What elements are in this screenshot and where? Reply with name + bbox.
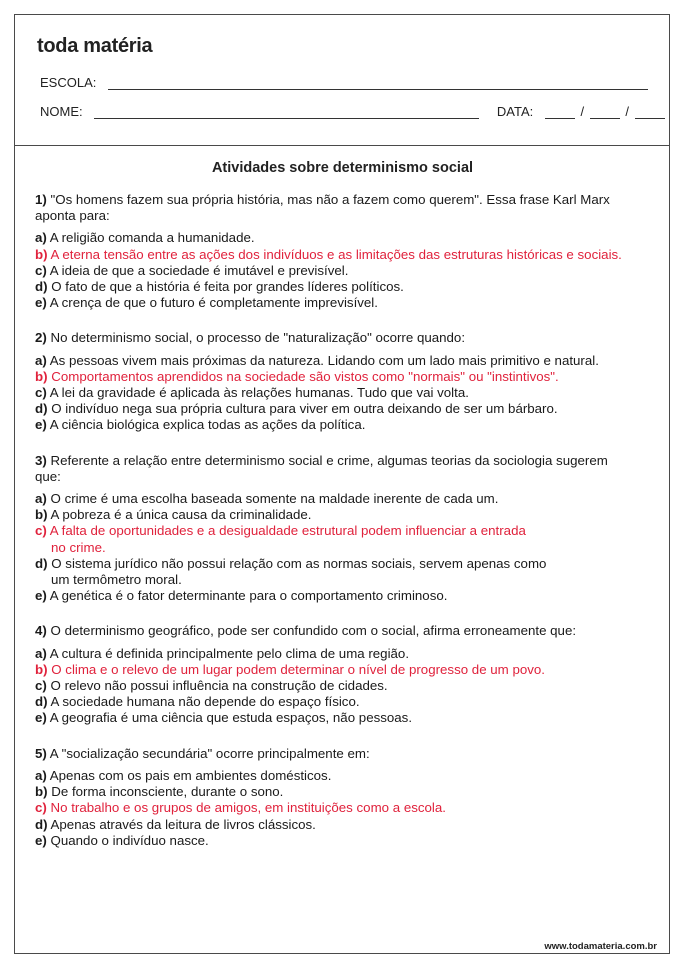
option-letter: a) xyxy=(35,491,47,507)
option-d[interactable] xyxy=(35,401,633,417)
option-text: A eterna tensão entre as ações dos indivíduos e as limitações das estruturas históricas e sociais. xyxy=(50,246,622,262)
option-text: O relevo não possui influência na construção de cidades. xyxy=(50,678,388,694)
option-letter: c) xyxy=(35,523,47,539)
date-separator: / xyxy=(580,104,585,119)
option-text: A falta de oportunidades e a desigualdade estrutural podem influenciar a entrada xyxy=(49,523,526,539)
name-label: NOME: xyxy=(40,104,83,119)
footer-url: www.todamateria.com.br xyxy=(544,941,657,952)
question-number: 1) xyxy=(35,192,47,207)
question-stem xyxy=(35,746,633,762)
option-text: Apenas através da leitura de livros clássicos. xyxy=(50,816,316,832)
option-text: As pessoas vivem mais próximas da natureza. Lidando com um lado mais primitivo e natural. xyxy=(49,352,599,368)
option-letter: b) xyxy=(35,784,48,800)
option-letter: a) xyxy=(35,230,47,246)
worksheet-header xyxy=(15,15,669,146)
question-stem xyxy=(35,453,633,485)
question-4 xyxy=(35,623,633,726)
date-label: DATA: xyxy=(496,104,534,119)
page-title: Atividades sobre determinismo social xyxy=(211,160,474,176)
option-text: Apenas com os pais em ambientes domésticos. xyxy=(49,767,332,783)
option-text: A ideia de que a sociedade é imutável e previsível. xyxy=(49,262,349,278)
option-letter: b) xyxy=(35,246,48,262)
option-text: O fato de que a história é feita por grandes líderes políticos. xyxy=(51,279,404,295)
question-stem xyxy=(35,330,633,346)
date-separator: / xyxy=(625,104,629,119)
question-number: 2) xyxy=(35,330,47,346)
option-d-continuation[interactable]: um termômetro moral. xyxy=(51,572,182,588)
question-number: 5) xyxy=(35,745,47,761)
option-b[interactable] xyxy=(35,784,633,800)
option-text: O indivíduo nega sua própria cultura para viver em outra deixando de ser um bárbaro. xyxy=(51,401,558,417)
option-letter: d) xyxy=(35,555,48,571)
question-text: No determinismo social, o processo de "naturalização" ocorre quando: xyxy=(50,330,466,346)
option-d[interactable] xyxy=(35,279,633,295)
option-text: Quando o indivíduo nasce. xyxy=(50,832,209,848)
school-field-row xyxy=(40,75,648,90)
option-text: A genética é o fator determinante para o comportamento criminoso. xyxy=(49,588,448,604)
option-letter: e) xyxy=(35,295,47,311)
option-text: De forma inconsciente, durante o sono. xyxy=(51,784,284,800)
name-line[interactable] xyxy=(94,118,479,119)
question-5 xyxy=(35,746,633,849)
option-text: A sociedade humana não depende do espaço físico. xyxy=(50,694,360,710)
option-text: A ciência biológica explica todas as ações da política. xyxy=(49,417,366,433)
option-a[interactable] xyxy=(35,768,633,784)
option-d[interactable] xyxy=(35,556,633,572)
option-letter: a) xyxy=(35,645,47,661)
option-c[interactable] xyxy=(35,385,633,401)
option-c[interactable] xyxy=(35,263,633,279)
option-c-correct[interactable] xyxy=(35,800,633,816)
option-a[interactable] xyxy=(35,353,633,369)
question-text: A "socialização secundária" ocorre principalmente em: xyxy=(49,745,370,761)
option-letter: d) xyxy=(35,279,48,295)
option-text: A geografia é uma ciência que estuda espaços, não pessoas. xyxy=(49,710,413,726)
option-e[interactable] xyxy=(35,417,633,433)
date-day-line[interactable] xyxy=(545,118,575,119)
option-c[interactable] xyxy=(35,678,633,694)
option-text: O crime é uma escolha baseada somente na maldade inerente de cada um. xyxy=(50,491,499,507)
option-text: A religião comanda a humanidade. xyxy=(49,230,255,246)
option-letter: c) xyxy=(35,262,47,278)
option-b-correct[interactable] xyxy=(35,247,633,263)
option-letter: a) xyxy=(35,767,47,783)
option-text: Comportamentos aprendidos na sociedade são vistos como "normais" ou "instintivos". xyxy=(51,368,559,384)
option-a[interactable] xyxy=(35,491,633,507)
question-1 xyxy=(35,192,633,311)
option-text: A lei da gravidade é aplicada às relações humanas. Tudo que vai volta. xyxy=(49,385,469,401)
option-e[interactable] xyxy=(35,710,633,726)
option-b[interactable] xyxy=(35,507,633,523)
question-2 xyxy=(35,330,633,433)
option-text: No trabalho e os grupos de amigos, em instituições como a escola. xyxy=(50,800,446,816)
question-stem xyxy=(35,623,633,639)
option-text: A crença de que o futuro é completamente imprevisível. xyxy=(49,295,378,311)
option-letter: e) xyxy=(35,417,47,433)
option-letter: e) xyxy=(35,710,47,726)
question-text: O determinismo geográfico, pode ser confundido com o social, afirma erroneamente que: xyxy=(50,623,577,639)
option-e[interactable] xyxy=(35,295,633,311)
option-text: O clima e o relevo de um lugar podem determinar o nível de progresso de um povo. xyxy=(51,661,545,677)
option-letter: c) xyxy=(35,385,47,401)
option-text: O sistema jurídico não possui relação com as normas sociais, servem apenas como xyxy=(51,555,547,571)
date-month-line[interactable] xyxy=(590,118,620,119)
school-label: ESCOLA: xyxy=(40,75,97,90)
option-c-correct[interactable] xyxy=(35,523,633,539)
question-number: 3) xyxy=(35,452,47,468)
question-text: Referente a relação entre determinismo social e crime, algumas teorias da sociologia sugerem que: xyxy=(35,452,608,484)
option-d[interactable] xyxy=(35,817,633,833)
school-line[interactable] xyxy=(108,89,648,90)
option-letter: d) xyxy=(35,401,48,417)
option-a[interactable] xyxy=(35,646,633,662)
option-letter: b) xyxy=(35,661,48,677)
option-letter: a) xyxy=(35,352,47,368)
question-text: "Os homens fazem sua própria história, mas não a fazem como querem". Essa frase Karl Marx aponta para: xyxy=(35,192,610,224)
option-e[interactable] xyxy=(35,833,633,849)
question-number: 4) xyxy=(35,623,47,639)
option-e[interactable] xyxy=(35,588,633,604)
option-a[interactable] xyxy=(35,230,633,246)
option-letter: c) xyxy=(35,800,47,816)
option-text: A pobreza é a única causa da criminalidade. xyxy=(50,507,312,523)
option-letter: b) xyxy=(35,507,48,523)
option-b-correct[interactable] xyxy=(35,662,633,678)
logo: toda matéria xyxy=(37,35,153,57)
questions-list xyxy=(35,192,633,868)
option-b-correct[interactable] xyxy=(35,369,633,385)
option-text: A cultura é definida principalmente pelo clima de uma região. xyxy=(49,645,410,661)
option-letter: e) xyxy=(35,832,47,848)
option-letter: d) xyxy=(35,694,48,710)
option-letter: c) xyxy=(35,678,47,694)
name-date-row xyxy=(40,104,665,119)
question-3 xyxy=(35,453,633,605)
option-c-continuation[interactable]: no crime. xyxy=(51,539,106,555)
question-stem xyxy=(35,192,633,224)
option-letter: b) xyxy=(35,368,48,384)
option-letter: e) xyxy=(35,588,47,604)
option-d[interactable] xyxy=(35,694,633,710)
option-letter: d) xyxy=(35,816,48,832)
date-year-line[interactable] xyxy=(635,118,665,119)
